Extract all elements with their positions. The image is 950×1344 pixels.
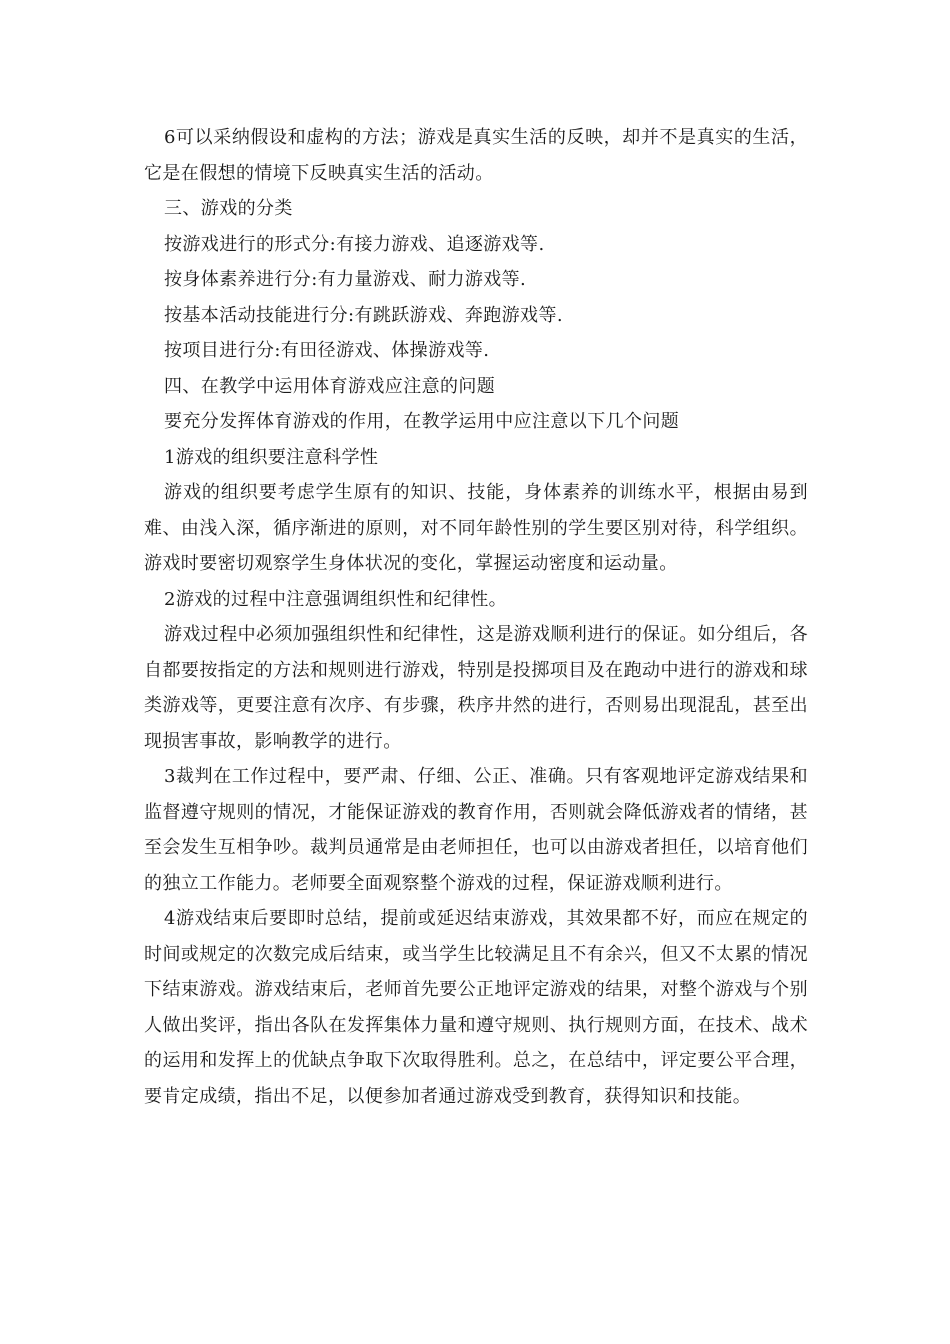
- section-heading-teaching-issues: 四、在教学中运用体育游戏应注意的问题: [164, 375, 496, 397]
- classification-by-event: 按项目进行分:有田径游戏、体操游戏等.: [164, 340, 490, 361]
- classification-by-form: 按游戏进行的形式分:有接力游戏、追逐游戏等.: [164, 233, 545, 255]
- paragraph-point-3: 3裁判在工作过程中，要严肃、仔细、公正、准确。只有客观地评定游戏结果和监督遵守规则的情况，才能保证游戏的教育作用，否则就会降低游戏者的情绪，甚至会发生互相争吵。裁判员通常是由老师担任，也可以由游戏者担任，以培育他们的独立工作能力。老师要全面观察整个游戏的过程，保证游戏顺利进行。: [144, 766, 808, 894]
- classification-by-skill: 按基本活动技能进行分:有跳跃游戏、奔跑游戏等.: [164, 304, 563, 326]
- paragraph-teaching-issues-intro: 要充分发挥体育游戏的作用，在教学运用中应注意以下几个问题: [164, 411, 680, 432]
- document-body: [144, 120, 808, 1114]
- classification-by-fitness: 按身体素养进行分:有力量游戏、耐力游戏等.: [164, 269, 527, 290]
- section-heading-classification: 三、游戏的分类: [164, 198, 293, 219]
- paragraph-point-2: 游戏过程中必须加强组织性和纪律性，这是游戏顺利进行的保证。如分组后，各自都要按指定的方法和规则进行游戏，特别是投掷项目及在跑动中进行的游戏和球类游戏等，更要注意有次序、有步骤，秩序井然的进行，否则易出现混乱，甚至出现损害事故，影响教学的进行。: [144, 624, 808, 752]
- paragraph-intro-point-6: 6可以采纳假设和虚构的方法；游戏是真实生活的反映，却并不是真实的生活，它是在假想的情境下反映真实生活的活动。: [144, 127, 808, 184]
- paragraph-point-4: 4游戏结束后要即时总结，提前或延迟结束游戏，其效果都不好，而应在规定的时间或规定的次数完成后结束，或当学生比较满足且不有余兴，但又不太累的情况下结束游戏。游戏结束后，老师首先要公正地评定游戏的结果，对整个游戏与个别人做出奖评，指出各队在发挥集体力量和遵守规则、执行规则方面，在技术、战术的运用和发挥上的优缺点争取下次取得胜利。总之，在总结中，评定要公平合理，要肯定成绩，指出不足，以便参加者通过游戏受到教育，获得知识和技能。: [144, 908, 808, 1107]
- paragraph-point-1: 游戏的组织要考虑学生原有的知识、技能，身体素养的训练水平，根据由易到难、由浅入深，循序渐进的原则，对不同年龄性别的学生要区别对待，科学组织。游戏时要密切观察学生身体状况的变化，掌握运动密度和运动量。: [144, 482, 808, 574]
- point-heading-1: 1游戏的组织要注意科学性: [164, 446, 379, 468]
- point-heading-2: 2游戏的过程中注意强调组织性和纪律性。: [164, 588, 508, 610]
